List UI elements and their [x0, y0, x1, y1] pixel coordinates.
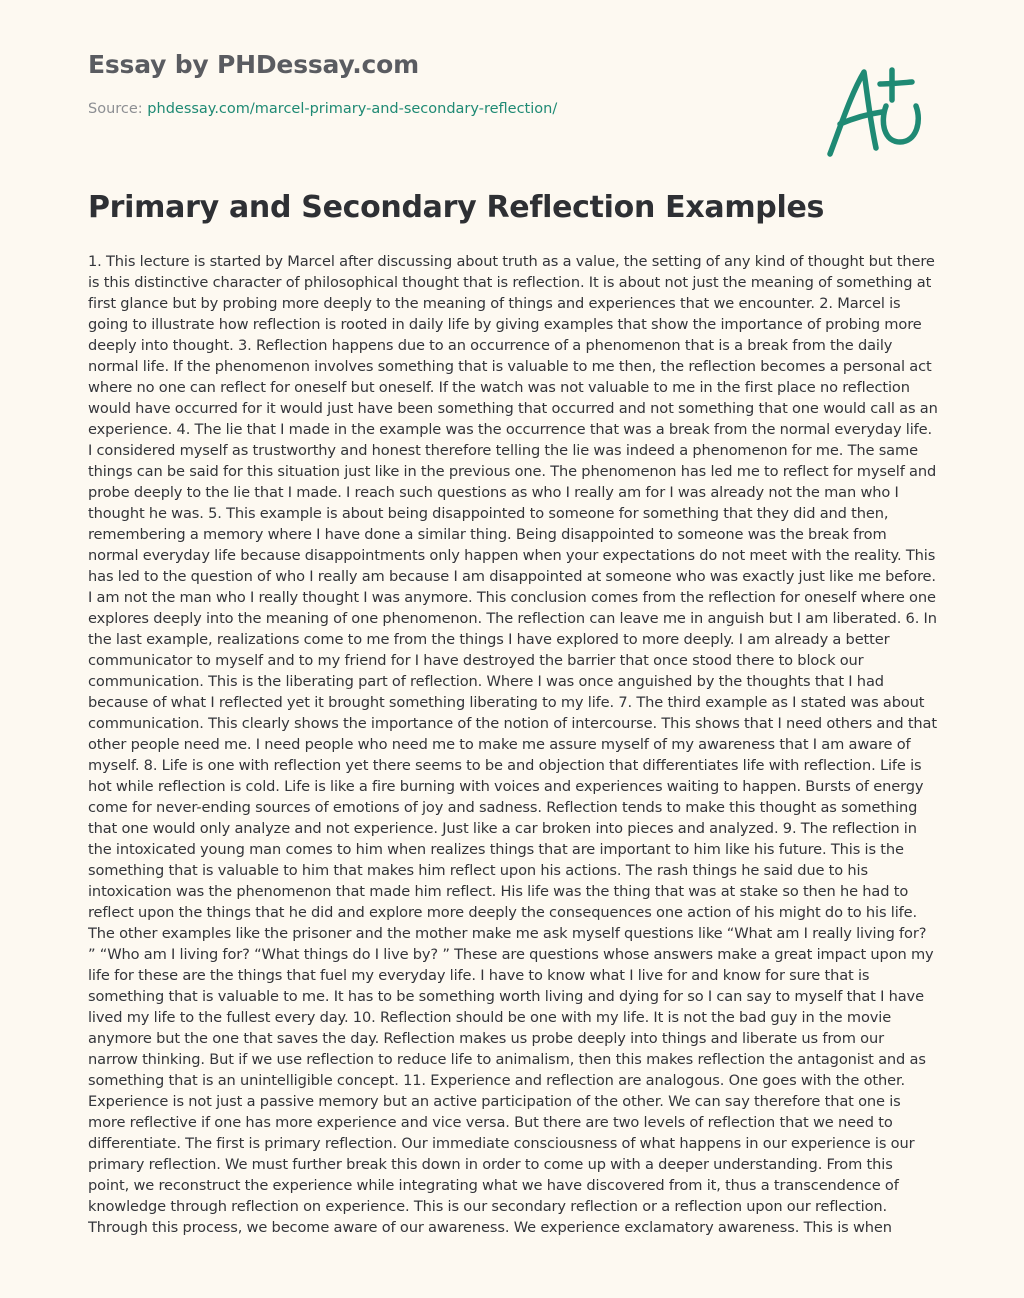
essay-title: Primary and Secondary Reflection Examples — [88, 190, 825, 225]
essay-body-container — [88, 251, 938, 1253]
a-plus-icon — [820, 62, 930, 162]
essay-body: 1. This lecture is started by Marcel after discussing about truth as a value, the setting of any kind of thought but there is this distinctive character of philosophical thought that is reflection. It is about not just the meaning of something at first glance but by probing more deeply to the meaning of things and experiences that we encounter. 2. Marcel is going to illustrate how reflection is rooted in daily life by giving examples that show the importance of probing more deeply into thought. 3. Reflection happens due to an occurrence of a phenomenon that is a break from the daily normal life. If the phenomenon involves something that is valuable to me then, the reflection becomes a personal act where no one can reflect for oneself but oneself. If the watch was not valuable to me in the first place no reflection would have occurred for it would just have been something that occurred and not something that one would call as an experience. 4. The lie that I made in the example was the occurrence that was a break from the normal everyday life. I considered myself as trustworthy and honest therefore telling the lie was indeed a phenomenon for me. The same things can be said for this situation just like in the previous one. The phenomenon has led me to reflect for myself and probe deeply to the lie that I made. I reach such questions as who I really am for I was already not the man who I thought he was. 5. This example is about being disappointed to someone for something that they did and then, remembering a memory where I have done a similar thing. Being disappointed to someone was the break from normal everyday life because disappointments only happen when your expectations do not meet with the reality. This has led to the question of who I really am because I am disappointed at someone who was exactly just like me before. I am not the man who I really thought I was anymore. This conclusion comes from the reflection for oneself where one explores deeply into the meaning of one phenomenon. The reflection can leave me in anguish but I am liberated. 6. In the last example, realizations come to me from the things I have explored to more deeply. I am already a better communicator to myself and to my friend for I have destroyed the barrier that once stood there to block our communication. This is the liberating part of reflection. Where I was once anguished by the thoughts that I had because of what I reflected yet it brought something liberating to my life. 7. The third example as I stated was about communication. This clearly shows the importance of the notion of intercourse. This shows that I need others and that other people need me. I need people who need me to make me assure myself of my awareness that I am aware of myself. 8. Life is one with reflection yet there seems to be and objection that differentiates life with reflection. Life is hot while reflection is cold. Life is like a fire burning with voices and experiences waiting to happen. Bursts of energy come for never-ending sources of emotions of joy and sadness. Reflection tends to make this thought as something that one would only analyze and not experience. Just like a car broken into pieces and analyzed. 9. The reflection in the intoxicated young man comes to him when realizes things that are important to him like his future. This is the something that is valuable to him that makes him reflect upon his actions. The rash things he said due to his intoxication was the phenomenon that made him reflect. His life was the thing that was at stake so then he had to reflect upon the things that he did and explore more deeply the consequences one action of his might do to his life. The other examples like the prisoner and the mother make me ask myself questions like “What am I really living for? ” “Who am I living for? “What things do I live by? ” These are questions whose answers make a great impact upon my life for these are the things that fuel my everyday life. I have to know what I live for and know for sure that is something that is valuable to me. It has to be something worth living and dying for so I can say to myself that I have lived my life to the fullest every day. 10. Reflection should be one with my life. It is not the bad guy in the movie anymore but the one that saves the day. Reflection makes us probe deeply into things and liberate us from our narrow thinking. But if we use reflection to reduce life to animalism, then this makes reflection the antagonist and as something that is an unintelligible concept. 11. Experience and reflection are analogous. One goes with the other. Experience is not just a passive memory but an active participation of the other. We can say therefore that one is more reflective if one has more experience and vice versa. But there are two levels of reflection that we need to differentiate. The first is primary reflection. Our immediate consciousness of what happens in our experience is our primary reflection. We must further break this down in order to come up with a deeper understanding. From this point, we reconstruct the experience while integrating what we have discovered from it, thus a transcendence of knowledge through reflection on experience. This is our secondary reflection or a reflection upon our reflection. Through this process, we become aware of our awareness. We experience exclamatory awareness. This is when — [88, 253, 938, 1236]
source-link[interactable]: phdessay.com/marcel-primary-and-secondary-reflection/ — [147, 101, 558, 117]
source-line — [88, 101, 557, 117]
source-label: Source: — [88, 101, 143, 117]
site-brand: Essay by PHDessay.com — [88, 50, 419, 79]
